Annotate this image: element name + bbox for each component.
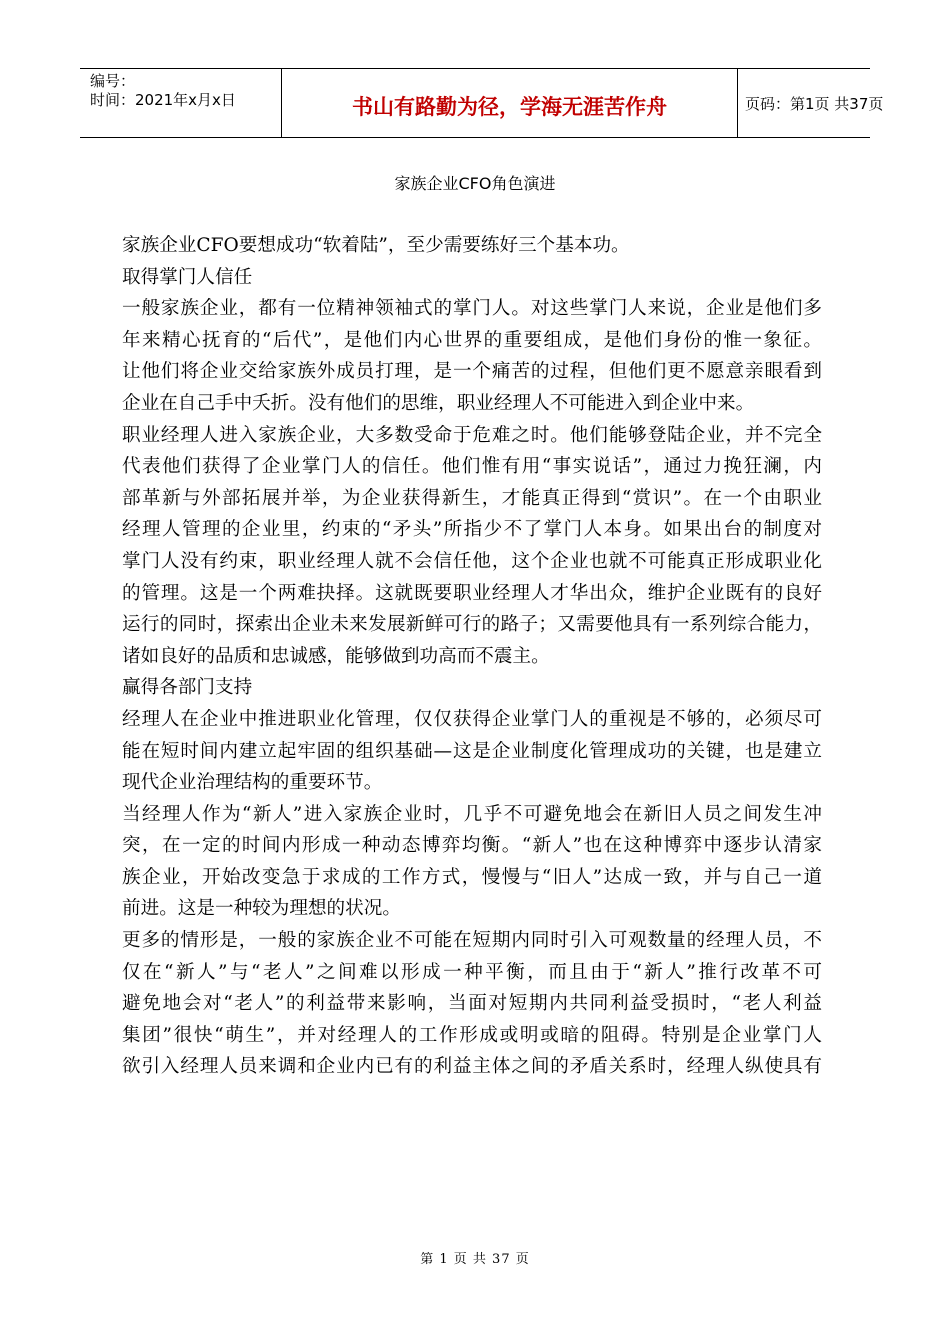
- text-line: 经理人在企业中推进职业化管理，仅仅获得企业掌门人的重视是不够的，必须尽可: [122, 708, 822, 730]
- document-body: [122, 230, 822, 1083]
- text-line: 取得掌门人信任: [122, 266, 253, 288]
- text-line: 家族企业CFO要想成功“软着陆”，至少需要练好三个基本功。: [122, 235, 630, 256]
- text-line: 掌门人没有约束，职业经理人就不会信任他，这个企业也就不可能真正形成职业化: [122, 550, 822, 572]
- text-line: 更多的情形是，一般的家族企业不可能在短期内同时引入可观数量的经理人员，不: [122, 930, 822, 952]
- text-line: 能在短时间内建立起牢固的组织基础—这是企业制度化管理成功的关键，也是建立: [122, 740, 822, 762]
- text-line: 仅在“新人”与“老人”之间难以形成一种平衡，而且由于“新人”推行改革不可: [122, 961, 822, 983]
- text-line: 赢得各部门支持: [122, 677, 253, 699]
- text-line: 部革新与外部拓展并举，为企业获得新生，才能真正得到“赏识”。在一个由职业: [122, 487, 822, 509]
- slogan: 书山有路勤为径，学海无涯苦作舟: [352, 95, 667, 119]
- header-table: [80, 68, 884, 138]
- text-line: 现代企业治理结构的重要环节。: [122, 772, 383, 794]
- page-info: 页码：第1页 共37页: [745, 95, 884, 113]
- text-line: 让他们将企业交给家族外成员打理，是一个痛苦的过程，但他们更不愿意亲眼看到: [122, 361, 822, 383]
- text-line: 的管理。这是一个两难抉择。这就既要职业经理人才华出众，维护企业既有的良好: [122, 582, 822, 604]
- text-line: 突，在一定的时间内形成一种动态博弈均衡。“新人”也在这种博弈中逐步认清家: [122, 835, 822, 857]
- text-line: 族企业，开始改变急于求成的工作方式，慢慢与“旧人”达成一致，并与自己一道: [122, 866, 822, 888]
- text-line: 代表他们获得了企业掌门人的信任。他们惟有用“事实说话”，通过力挽狂澜，内: [122, 456, 822, 478]
- text-line: 企业在自己手中夭折。没有他们的思维，职业经理人不可能进入到企业中来。: [122, 392, 755, 414]
- header-left-cell: [80, 69, 281, 137]
- text-line: 欲引入经理人员来调和企业内已有的利益主体之间的矛盾关系时，经理人纵使具有: [122, 1056, 822, 1078]
- text-line: 避免地会对“老人”的利益带来影响，当面对短期内共同利益受损时，“老人利益: [122, 993, 822, 1015]
- text-line: 前进。这是一种较为理想的状况。: [122, 898, 401, 920]
- header-right-cell: [737, 69, 884, 137]
- text-line: 集团”很快“萌生”，并对经理人的工作形成或明或暗的阻碍。特别是企业掌门人: [122, 1024, 822, 1046]
- number-label: 编号：: [90, 72, 136, 90]
- document-title: 家族企业CFO角色演进: [394, 174, 556, 193]
- text-line: 当经理人作为“新人”进入家族企业时，几乎不可避免地会在新旧人员之间发生冲: [122, 803, 822, 825]
- text-line: 一般家族企业，都有一位精神领袖式的掌门人。对这些掌门人来说，企业是他们多: [122, 298, 822, 320]
- text-line: 经理人管理的企业里，约束的“矛头”所指少不了掌门人本身。如果出台的制度对: [122, 519, 822, 541]
- text-line: 年来精心抚育的“后代”，是他们内心世界的重要组成，是他们身份的惟一象征。: [122, 329, 822, 351]
- time-label: 时间：2021年x月x日: [90, 91, 236, 109]
- page-footer: 第 1 页 共 37 页: [420, 1252, 530, 1267]
- text-line: 诸如良好的品质和忠诚感，能够做到功高而不震主。: [122, 645, 550, 667]
- text-line: 运行的同时，探索出企业未来发展新鲜可行的路子；又需要他具有一系列综合能力，: [122, 614, 822, 636]
- header-slogan-cell: [281, 69, 738, 137]
- text-line: 职业经理人进入家族企业，大多数受命于危难之时。他们能够登陆企业，并不完全: [122, 424, 822, 446]
